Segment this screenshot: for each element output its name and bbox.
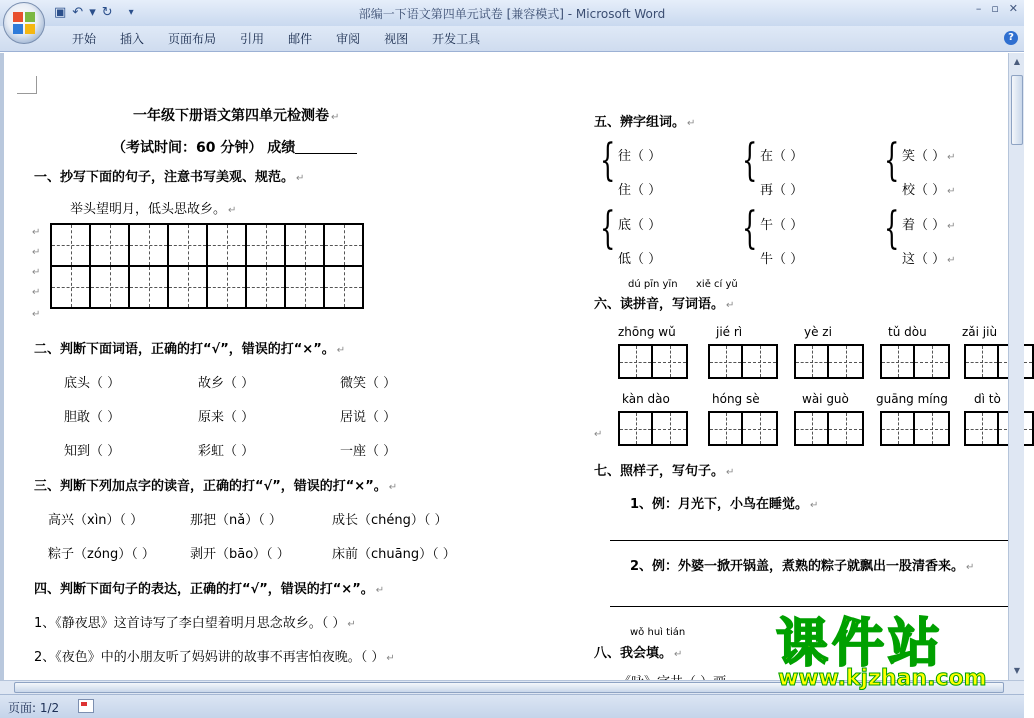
brace: { <box>742 203 758 254</box>
brace: { <box>884 203 900 254</box>
pinyin-label: tǔ dòu <box>888 325 927 339</box>
word-item: 一座（ ） <box>340 444 397 459</box>
customize-qat-icon[interactable]: ▾ <box>128 7 134 18</box>
brace: { <box>884 135 900 186</box>
pinyin-answer-box <box>794 411 864 446</box>
pinyin-label: zǎi jiù <box>962 325 998 339</box>
proofing-icon[interactable] <box>78 699 94 713</box>
pinyin-label: dì tò <box>974 392 1001 406</box>
pinyin-answer-box <box>618 344 688 379</box>
example-sentence-2: 2、例：外婆一掀开锅盖，煮熟的粽子就飘出一股清香来。 ↵ <box>630 559 975 574</box>
close-icon[interactable]: ✕ <box>1008 2 1018 15</box>
tab-view[interactable]: 视图 <box>384 32 409 46</box>
brace: { <box>600 203 616 254</box>
pinyin-answer-box <box>708 344 778 379</box>
reading-item: 粽子（zóng）（ ） <box>48 547 155 562</box>
pinyin-label: guāng míng <box>876 392 948 406</box>
char-pair-item: 底（ ） <box>618 218 662 233</box>
word-item: 胆敢（ ） <box>64 410 121 425</box>
office-logo-icon <box>13 12 35 34</box>
undo-dropdown-icon[interactable]: ▾ <box>89 5 96 20</box>
minimize-icon[interactable]: – <box>975 2 982 15</box>
example-sentence-1: 1、例：月光下，小鸟在睡觉。 ↵ <box>630 497 819 512</box>
pinyin-hint: xiě cí yǔ <box>696 279 738 290</box>
window-controls <box>976 2 1018 15</box>
pinyin-answer-box <box>880 411 950 446</box>
title-bar <box>0 0 1024 26</box>
pinyin-hint: dú pīn yīn <box>628 279 678 290</box>
reading-item: 那把（nǎ）（ ） <box>190 513 282 528</box>
section-1-heading: 一、抄写下面的句子，注意书写美观、规范。 ↵ <box>34 170 305 185</box>
ribbon-tabs <box>60 31 492 47</box>
word-item: 彩虹（ ） <box>198 444 255 459</box>
section-7-heading: 七、照样子，写句子。 ↵ <box>594 464 735 479</box>
restore-icon[interactable]: ▫ <box>991 2 999 15</box>
pinyin-label: yè zi <box>804 325 832 339</box>
doc-subtitle: （考试时间：60 分钟） 成绩 <box>112 137 357 157</box>
paragraph-mark: ↵ <box>594 429 603 440</box>
document-area[interactable] <box>0 53 1008 680</box>
vertical-scroll-thumb[interactable] <box>1011 75 1023 145</box>
word-item: 居说（ ） <box>340 410 397 425</box>
answer-line <box>610 606 1012 607</box>
brace: { <box>600 135 616 186</box>
char-pair-item: 低（ ） <box>618 252 662 267</box>
office-button[interactable] <box>3 2 45 44</box>
tab-page-layout[interactable]: 页面布局 <box>168 32 217 46</box>
char-pair-item: 牛（ ） <box>760 252 804 267</box>
section-8-heading: 八、我会填。 ↵ <box>594 646 683 661</box>
section-6-heading: 六、读拼音，写词语。 ↵ <box>594 297 735 312</box>
section-2-heading: 二、判断下面词语，正确的打“√”，错误的打“×”。 ↵ <box>34 342 346 357</box>
page-indicator[interactable]: 页面: 1/2 <box>8 701 60 715</box>
word-item: 原来（ ） <box>198 410 255 425</box>
pinyin-answer-box <box>618 411 688 446</box>
tab-references[interactable]: 引用 <box>240 32 265 46</box>
pinyin-answer-box <box>880 344 950 379</box>
word-item: 知到（ ） <box>64 444 121 459</box>
word-item: 微笑（ ） <box>340 376 397 391</box>
pinyin-label: wài guò <box>802 392 849 406</box>
paragraph-mark: ↵ <box>32 309 41 320</box>
section-1-sentence: 举头望明月，低头思故乡。 ↵ <box>70 202 237 217</box>
reading-item: 成长（chéng）（ ） <box>332 513 448 528</box>
statement-item: 1、《静夜思》这首诗写了李白望着明月思念故乡。（ ） ↵ <box>34 616 356 631</box>
ribbon <box>0 26 1024 52</box>
tab-developer[interactable]: 开发工具 <box>432 32 481 46</box>
word-item: 底头（ ） <box>64 376 121 391</box>
tab-home[interactable]: 开始 <box>72 32 97 46</box>
pinyin-label: hóng sè <box>712 392 760 406</box>
char-pair-item: 着（ ） ↵ <box>902 218 956 233</box>
watermark-url: www.kjzhan.com <box>778 666 987 691</box>
document-page[interactable] <box>8 57 1012 697</box>
section-3-heading: 三、判断下列加点字的读音，正确的打“√”，错误的打“×”。 ↵ <box>34 479 398 494</box>
paragraph-mark: ↵ <box>32 287 41 298</box>
statement-item: 2、《夜色》中的小朋友听了妈妈讲的故事不再害怕夜晚。（ ） ↵ <box>34 650 395 665</box>
undo-icon[interactable]: ↶ <box>72 5 84 20</box>
page-corner-mark <box>17 76 37 94</box>
pinyin-label: kàn dào <box>622 392 670 406</box>
char-pair-item: 住（ ） <box>618 183 662 198</box>
section-5-heading: 五、辨字组词。 ↵ <box>594 115 696 130</box>
tab-review[interactable]: 审阅 <box>336 32 361 46</box>
paragraph-mark: ↵ <box>32 247 41 258</box>
writing-grid <box>50 223 364 309</box>
pinyin-label: jié rì <box>716 325 743 339</box>
char-pair-item: 这（ ） ↵ <box>902 252 956 267</box>
pinyin-label: zhōng wǔ <box>618 325 676 339</box>
pinyin-hint: wǒ huì tián <box>630 627 686 638</box>
char-pair-item: 在（ ） <box>760 149 804 164</box>
char-pair-item: 校（ ） ↵ <box>902 183 956 198</box>
char-pair-item: 笑（ ） ↵ <box>902 149 956 164</box>
help-icon[interactable]: ? <box>1004 31 1018 45</box>
section-4-heading: 四、判断下面句子的表达，正确的打“√”，错误的打“×”。 ↵ <box>34 582 385 597</box>
tab-insert[interactable]: 插入 <box>120 32 145 46</box>
doc-title: 一年级下册语文第四单元检测卷 ↵ <box>133 108 340 124</box>
redo-icon[interactable]: ↻ <box>101 5 113 20</box>
paragraph-mark: ↵ <box>32 227 41 238</box>
reading-item: 高兴（xìn）（ ） <box>48 513 144 528</box>
char-pair-item: 再（ ） <box>760 183 804 198</box>
answer-line <box>610 540 1012 541</box>
scroll-down-icon[interactable]: ▼ <box>1013 666 1021 675</box>
char-pair-item: 往（ ） <box>618 149 662 164</box>
tab-mailings[interactable]: 邮件 <box>288 32 313 46</box>
reading-item: 剥开（bāo）（ ） <box>190 547 290 562</box>
pinyin-answer-box <box>794 344 864 379</box>
save-icon[interactable]: ▣ <box>54 5 67 20</box>
pinyin-answer-box <box>708 411 778 446</box>
char-pair-item: 午（ ） <box>760 218 804 233</box>
watermark-logo: 课件站 <box>776 614 945 674</box>
scroll-up-icon[interactable]: ▲ <box>1013 57 1021 66</box>
reading-item: 床前（chuāng）（ ） <box>332 547 456 562</box>
paragraph-mark: ↵ <box>32 267 41 278</box>
window-title: 部编一下语文第四单元试卷 [兼容模式] - Microsoft Word <box>358 7 666 21</box>
word-item: 故乡（ ） <box>198 376 255 391</box>
vertical-scrollbar[interactable] <box>1008 53 1024 680</box>
brace: { <box>742 135 758 186</box>
status-bar <box>0 694 1024 718</box>
